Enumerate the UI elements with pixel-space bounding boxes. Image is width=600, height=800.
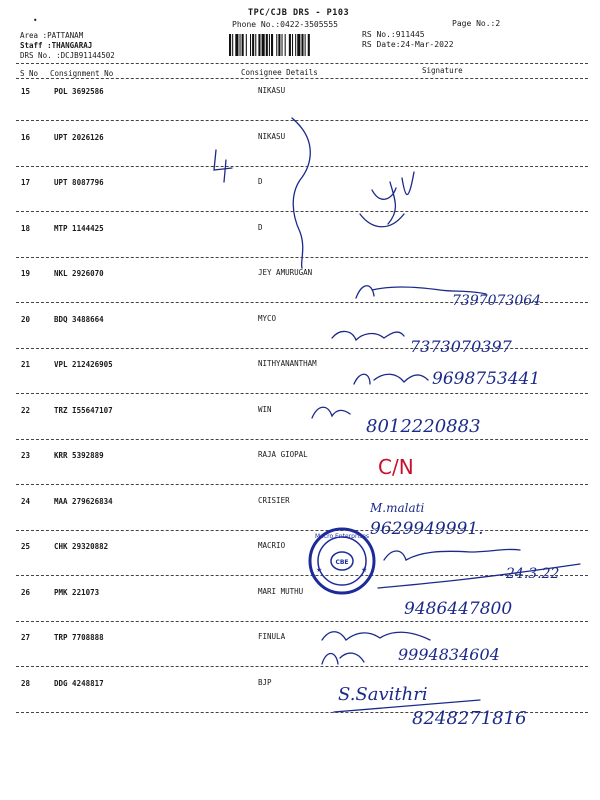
row-sno: 24: [21, 496, 31, 506]
svg-text:CBE: CBE: [335, 559, 349, 566]
row19-phone: 7397073064: [452, 293, 542, 309]
row-consignee: RAJA GIOPAL: [258, 450, 308, 459]
row-consignment-no: MAA 279626834: [54, 496, 113, 506]
row-consignment-no: NKL 2926070: [54, 269, 104, 278]
col-signature: Signature: [422, 66, 463, 75]
row21-signature: [354, 374, 428, 384]
row-divider: [16, 439, 588, 440]
drs-number: DRS No. :DCJB91144502: [20, 51, 115, 60]
phone-number: Phone No.:0422-3505555: [232, 20, 338, 29]
row-consignment-no: UPT 2026126: [54, 132, 104, 142]
row-consignment-no: BDQ 3488664: [54, 314, 104, 324]
row-consignment-no: TRZ I55647107: [54, 405, 113, 415]
row-divider: [16, 393, 588, 394]
row-divider: [16, 666, 588, 667]
row-divider: [16, 257, 588, 258]
header-divider: [16, 63, 588, 64]
row27-signature: [322, 653, 364, 664]
stamp-text: Macro Enterprises: [314, 533, 370, 540]
row20-phone: 7373070397: [410, 337, 512, 356]
row-consignment-no: PMK 221073: [54, 587, 100, 597]
row-consignment-no: POL 3692586: [54, 87, 104, 96]
row22-phone: 8012220883: [366, 416, 481, 437]
cn-mark: C/N: [378, 455, 414, 479]
row26-signature: [322, 632, 430, 640]
row-sno: 26: [21, 587, 31, 597]
row-consignment-no: KRR 5392889: [54, 451, 104, 460]
row25-signature: [378, 549, 580, 588]
row-sno: 27: [21, 633, 31, 642]
row-consignee: CRISIER: [258, 495, 290, 505]
col-consignee: Consignee Details: [241, 68, 318, 77]
page-number: Page No.:2: [452, 19, 501, 28]
document-title: TPC/CJB DRS - P103: [248, 8, 350, 18]
row28-name: S.Savithri: [338, 684, 428, 705]
row28-phone: 8248271816: [412, 708, 527, 729]
row-consignee: NIKASU: [258, 131, 286, 141]
row-divider: [16, 166, 588, 167]
header-bottom-divider: [16, 78, 588, 79]
company-stamp: [310, 529, 374, 593]
row26-phone: 9486447800: [404, 599, 513, 619]
row-divider: [16, 530, 588, 531]
row-divider: [16, 621, 588, 622]
row-consignment-no: MTP 1144425: [54, 223, 104, 233]
svg-text:★: ★: [361, 566, 368, 574]
row-consignee: MARI MUTHU: [258, 586, 304, 596]
row-consignment-no: UPT 8087796: [54, 178, 104, 187]
dot-mark: •: [33, 16, 38, 25]
row-divider: [16, 302, 588, 303]
rs-number: RS No.:911445: [362, 30, 425, 39]
row-consignment-no: DDG 4248817: [54, 678, 104, 688]
row22-signature: [312, 407, 350, 418]
staff-label: Staff :THANGARAJ: [20, 41, 93, 50]
rs-date: RS Date:24-Mar-2022: [362, 40, 454, 49]
row-consignee: MYCO: [258, 313, 277, 323]
row-consignment-no: TRP 7708888: [54, 633, 104, 642]
row-consignment-no: VPL 212426905: [54, 360, 113, 369]
row-sno: 17: [21, 178, 31, 187]
row19-signature: [356, 286, 486, 298]
row25-date: 24.3.22: [506, 566, 560, 582]
row-sno: 21: [21, 360, 31, 369]
row-sno: 28: [21, 678, 31, 688]
row-consignee: NIKASU: [258, 86, 286, 95]
row-divider: [16, 712, 588, 713]
row20-signature: [332, 331, 404, 340]
row-consignee: D: [258, 222, 263, 232]
row-divider: [16, 120, 588, 121]
row24-phone: 9629949991.: [370, 519, 484, 539]
row-sno: 20: [21, 314, 31, 324]
row-sno: 16: [21, 132, 31, 142]
row-consignee: FINULA: [258, 632, 286, 641]
row-consignee: MACRIO: [258, 541, 286, 550]
col-sno: S No: [20, 69, 39, 78]
row-divider: [16, 211, 588, 212]
barcode: [229, 34, 356, 56]
row-consignee: BJP: [258, 677, 272, 687]
row-consignee: NITHYANANTHAM: [258, 359, 317, 368]
row-consignee: JEY AMURUGAN: [258, 268, 313, 277]
row-sno: 15: [21, 87, 31, 96]
svg-text:★: ★: [316, 566, 323, 574]
row-divider: [16, 575, 588, 576]
row-divider: [16, 484, 588, 485]
bracket-scribble: [292, 118, 310, 268]
row-consignment-no: CHK 29320882: [54, 542, 109, 551]
col-consignment: Consignment No: [50, 69, 114, 78]
row-sno: 19: [21, 269, 31, 278]
area-label: Area :PATTANAM: [20, 31, 84, 40]
row-consignee: D: [258, 177, 263, 186]
row21-phone: 9698753441: [432, 369, 541, 389]
row-sno: 22: [21, 405, 31, 415]
initials-signature: [360, 172, 414, 227]
row27-phone: 9994834604: [398, 645, 500, 664]
row-sno: 18: [21, 223, 31, 233]
row24-name: M.malati: [370, 501, 425, 515]
row-sno: 23: [21, 451, 31, 460]
row-consignee: WIN: [258, 404, 272, 414]
row-divider: [16, 348, 588, 349]
row28-underline: [334, 700, 480, 712]
row-sno: 25: [21, 542, 31, 551]
